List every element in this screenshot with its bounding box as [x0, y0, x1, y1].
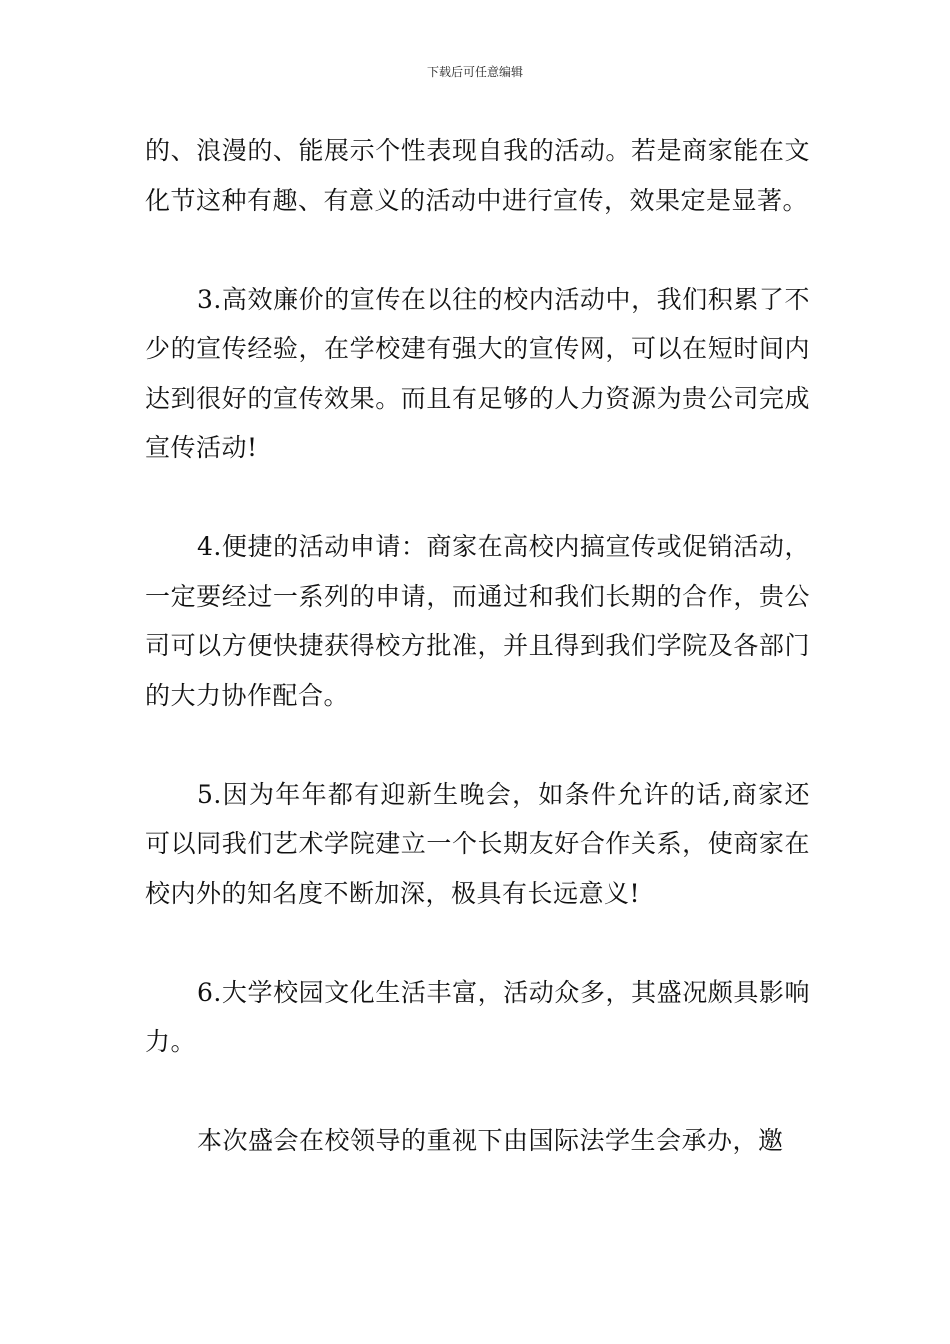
paragraph-3: 4.便捷的活动申请：商家在高校内搞宣传或促销活动，一定要经过一系列的申请，而通过和我们长期的合作，贵公司可以方便快捷获得校方批准，并且得到我们学院及各部门的大力协作配合。 [145, 532, 810, 710]
paragraph-1: 的、浪漫的、能展示个性表现自我的活动。若是商家能在文化节这种有趣、有意义的活动中进行宣传，效果定是显著。 [145, 136, 810, 215]
paragraph-gap [145, 1067, 810, 1117]
paragraph-gap [145, 225, 810, 275]
paragraph-gap [145, 473, 810, 523]
paragraph-gap [145, 720, 810, 770]
paragraph-2: 3.高效廉价的宣传在以往的校内活动中，我们积累了不少的宣传经验，在学校建有强大的宣传网，可以在短时间内达到很好的宣传效果。而且有足够的人力资源为贵公司完成宣传活动! [145, 284, 810, 462]
paragraph-5: 6.大学校园文化生活丰富，活动众多，其盛况颇具影响力。 [145, 977, 810, 1056]
paragraph-4: 5.因为年年都有迎新生晚会，如条件允许的话,商家还可以同我们艺术学院建立一个长期友好合作关系，使商家在校内外的知名度不断加深，极具有长远意义! [145, 779, 810, 908]
document-body [145, 126, 810, 1166]
paragraph-6: 本次盛会在校领导的重视下由国际法学生会承办，邀 [197, 1126, 784, 1155]
page-header: 下载后可任意编辑 [426, 65, 523, 79]
paragraph-gap [145, 918, 810, 968]
